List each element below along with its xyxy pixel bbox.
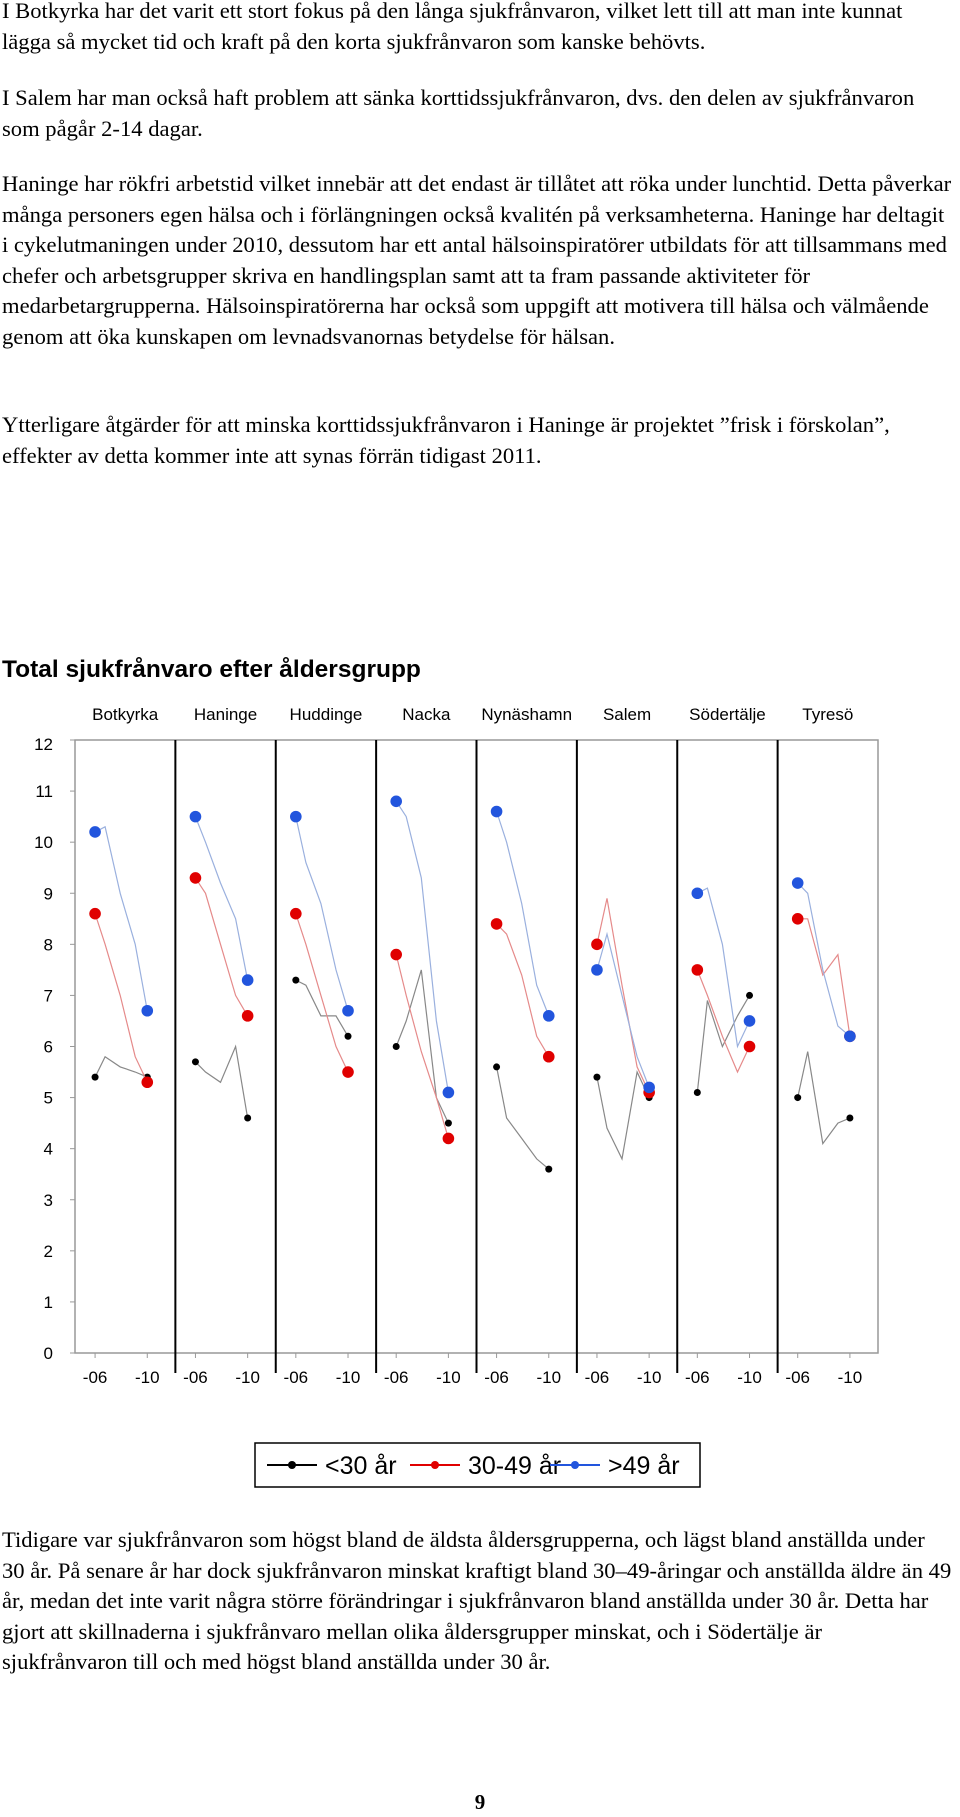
data-point (692, 964, 704, 976)
series-line (497, 1067, 549, 1169)
data-point (692, 887, 704, 899)
x-tick-label: -06 (584, 1368, 610, 1387)
data-point (390, 949, 402, 961)
y-tick-label: 5 (43, 1088, 53, 1108)
data-point (844, 1030, 856, 1042)
y-tick-label: 4 (43, 1139, 53, 1159)
data-point (190, 872, 202, 884)
data-point (443, 1087, 455, 1099)
paragraph-botkyrka: I Botkyrka har det varit ett stort fokus på den långa sjukfrånvaron, vilket lett till att man inte kunnat lägga så mycket tid och kraft på den korta sjukfrånvaron som kanske behövts. (2, 0, 903, 54)
x-tick-label: -06 (82, 1368, 108, 1387)
closing-paragraph: Tidigare var sjukfrånvaron som högst bland de äldsta åldersgrupperna, och lägst bland anställda under 30 år. På senare år har dock sjukfrånvaron minskat kraftigt bland 30–49-åringar och anställda äldre än 49 år, medan det inte varit några större förändringar i sjukfrånvaron bland anställda under 30 år. Detta har gjort att skillnaderna i sjukfrånvaro mellan olika åldersgrupper minskat, och i Södertälje är sjukfrånvaron till och med högst bland anställda under 30 år. (2, 1527, 952, 1675)
data-point (342, 1066, 354, 1078)
legend-marker (288, 1461, 296, 1469)
data-point (643, 1082, 655, 1094)
data-point (242, 974, 254, 986)
data-point (141, 1076, 153, 1088)
series-line (597, 934, 649, 1087)
legend-label: 30-49 år (468, 1452, 562, 1480)
x-tick-label: -10 (335, 1368, 361, 1387)
data-point (591, 939, 603, 951)
x-tick-label: -06 (183, 1368, 208, 1387)
series-line (597, 1072, 649, 1159)
data-point (141, 1005, 153, 1017)
data-point (292, 977, 299, 984)
data-point (190, 811, 202, 823)
paragraph-haninge-measures: Ytterligare åtgärder för att minska korttidssjukfrånvaron i Haninge är projektet ”frisk i förskolan”, effekter av detta kommer inte att synas förrän tidigast 2011. (2, 412, 890, 468)
data-point (89, 908, 101, 920)
y-tick-label: 9 (43, 884, 53, 904)
series-line (798, 1052, 850, 1144)
y-tick-label: 3 (43, 1190, 53, 1210)
data-point (746, 992, 753, 999)
series-line (497, 924, 549, 1057)
panel-label: Södertälje (689, 705, 766, 724)
data-point (92, 1074, 99, 1081)
data-point (543, 1010, 555, 1022)
data-point (192, 1058, 199, 1065)
legend-marker (571, 1461, 579, 1469)
series-line (296, 914, 348, 1072)
data-point (443, 1133, 455, 1145)
y-tick-label: 0 (43, 1344, 53, 1363)
series-line (195, 1047, 247, 1119)
chart-heading: Total sjukfrånvaro efter åldersgrupp (2, 656, 421, 683)
series-line (95, 914, 147, 1083)
legend-marker (431, 1461, 439, 1469)
data-point (89, 826, 101, 838)
data-point (744, 1041, 756, 1053)
data-point (393, 1043, 400, 1050)
data-point (493, 1063, 500, 1070)
y-tick-label: 11 (35, 782, 53, 802)
y-tick-label: 10 (34, 833, 53, 853)
paragraph-haninge: Haninge har rökfri arbetstid vilket innebär att det endast är tillåtet att röka under lunchtid. Detta påverkar många personers egen hälsa och i förlängningen också kvalitén på verksamheterna. Haninge har deltagit i cykelutmaningen under 2010, dessutom har ett antal hälsoinspiratörer utbildats för att tillsammans med chefer och arbetsgrupper skriva en handlingsplan samt att ta fram passande aktiviteter för medarbetargrupperna. Hälsoinspiratörerna har också som uppgift att motivera till hälsa och välmående genom att öka kunskapen om levnadsvanornas betydelse för hälsan. (2, 171, 952, 349)
data-point (445, 1120, 452, 1127)
data-point (290, 811, 302, 823)
x-tick-label: -10 (837, 1368, 863, 1387)
data-point (846, 1115, 853, 1122)
data-point (491, 918, 503, 930)
panel-label: Nynäshamn (481, 705, 573, 724)
data-point (390, 796, 402, 808)
data-point (242, 1010, 254, 1022)
data-point (342, 1005, 354, 1017)
paragraph-salem: I Salem har man också haft problem att sänka korttidssjukfrånvaron, dvs. den delen av sjukfrånvaron som pågår 2-14 dagar. (2, 85, 915, 141)
series-line (296, 817, 348, 1011)
x-tick-label: -10 (436, 1368, 461, 1387)
x-tick-label: -06 (484, 1368, 509, 1387)
legend-label: >49 år (608, 1452, 680, 1480)
series-line (195, 878, 247, 1016)
y-tick-label: 8 (43, 935, 53, 955)
data-point (792, 913, 804, 925)
series-line (195, 817, 247, 981)
x-tick-label: -06 (383, 1368, 409, 1387)
y-tick-label: 6 (43, 1037, 53, 1057)
series-line (396, 801, 448, 1092)
y-tick-label: 7 (43, 986, 53, 1006)
series-line (296, 980, 348, 1036)
series-line (497, 812, 549, 1016)
panel-label: Botkyrka (92, 705, 159, 724)
x-tick-label: -10 (536, 1368, 562, 1387)
x-tick-label: -06 (785, 1368, 810, 1387)
data-point (794, 1094, 801, 1101)
series-line (697, 995, 749, 1092)
series-line (798, 883, 850, 1036)
x-tick-label: -06 (685, 1368, 710, 1387)
data-point (491, 806, 503, 818)
x-tick-label: -10 (134, 1368, 160, 1387)
data-point (244, 1115, 251, 1122)
age-group-absence-chart (0, 690, 960, 1520)
x-tick-label: -06 (283, 1368, 309, 1387)
data-point (744, 1015, 756, 1027)
data-point (792, 877, 804, 889)
series-line (798, 919, 850, 1037)
y-tick-label: 12 (34, 735, 53, 754)
page-number: 9 (474, 1790, 486, 1814)
data-point (593, 1074, 600, 1081)
data-point (591, 964, 603, 976)
data-point (545, 1166, 552, 1173)
series-line (95, 827, 147, 1011)
data-point (694, 1089, 701, 1096)
data-point (345, 1033, 352, 1040)
series-line (597, 898, 649, 1092)
panel-label: Haninge (193, 705, 258, 724)
x-tick-label: -10 (636, 1368, 662, 1387)
data-point (290, 908, 302, 920)
panel-label: Salem (602, 705, 652, 724)
legend-label: <30 år (325, 1452, 397, 1480)
y-tick-label: 2 (43, 1241, 53, 1261)
x-tick-label: -10 (235, 1368, 260, 1387)
x-tick-label: -10 (737, 1368, 762, 1387)
panel-label: Tyresö (802, 705, 854, 724)
data-point (543, 1051, 555, 1063)
panel-label: Nacka (402, 705, 451, 724)
y-tick-label: 1 (43, 1292, 53, 1312)
panel-label: Huddinge (289, 705, 363, 724)
